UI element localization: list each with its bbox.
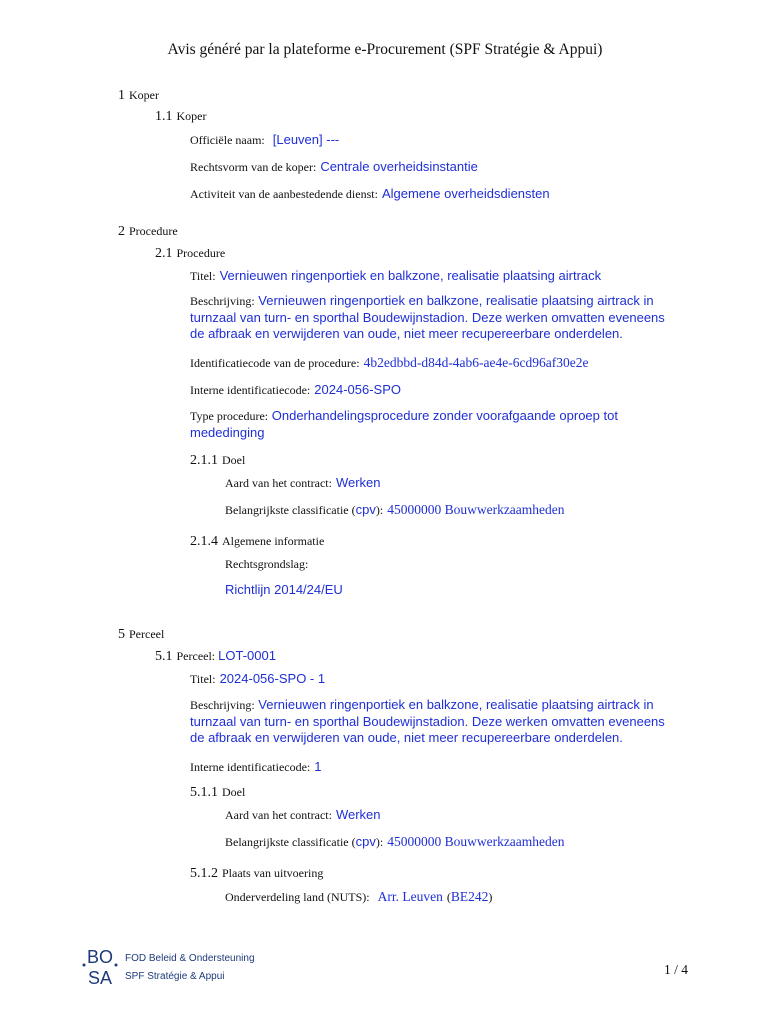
activity-row (190, 185, 550, 203)
subsection-number: 2.1.1 (190, 453, 218, 468)
logo-top-text: BO (86, 947, 114, 967)
procedure-description (190, 293, 670, 343)
classification-close: ): (375, 503, 384, 517)
section-1-heading (118, 88, 159, 104)
procedure-id-row (190, 354, 588, 372)
internal-id-label: Interne identificatiecode: (190, 383, 311, 397)
lot-title-value: 2024-056-SPO - 1 (219, 671, 326, 686)
legal-form-label: Rechtsvorm van de koper: (190, 160, 317, 174)
nuts-label: Onderverdeling land (NUTS): (225, 890, 370, 904)
lot-contract-type-row (225, 806, 381, 824)
subsection-label: Algemene informatie (222, 534, 325, 548)
lot-description (190, 697, 670, 747)
section-2-heading (118, 224, 178, 240)
subsection-5-1-heading (155, 648, 276, 665)
legal-basis-value: Richtlijn 2014/24/EU (225, 582, 343, 597)
org-name-nl: FOD Beleid & Ondersteuning (125, 953, 255, 964)
classification-label: Belangrijkste classificatie ( (225, 503, 356, 517)
official-name-row (190, 131, 339, 149)
subsection-2-1-4-heading (190, 534, 324, 550)
lot-title-label: Titel: (190, 672, 216, 686)
subsection-number: 5.1.2 (190, 866, 218, 881)
activity-label: Activiteit van de aanbestedende dienst: (190, 187, 378, 201)
subsection-label: Koper (176, 109, 207, 123)
bosa-logo-mark (82, 946, 118, 988)
lot-classification-row (225, 833, 565, 851)
subsection-number: 1.1 (155, 109, 173, 124)
lot-contract-type-label: Aard van het contract: (225, 808, 332, 822)
internal-id-value: 2024-056-SPO (314, 382, 402, 397)
lot-contract-type-value: Werken (335, 807, 381, 822)
bosa-logo (82, 946, 118, 993)
subsection-5-1-2-heading (190, 866, 323, 882)
procedure-title-label: Titel: (190, 269, 216, 283)
subsection-label: Perceel: (176, 649, 216, 663)
subsection-number: 5.1.1 (190, 785, 218, 800)
cpv-label: cpv (355, 502, 376, 517)
subsection-label: Doel (222, 785, 246, 799)
page-title: Avis généré par la plateforme e-Procurement (SPF Stratégie & Appui) (167, 41, 603, 58)
procedure-description-label: Beschrijving: (190, 294, 255, 308)
procedure-id-label: Identificatiecode van de procedure: (190, 356, 360, 370)
contract-type-label: Aard van het contract: (225, 476, 332, 490)
procedure-type (190, 408, 640, 441)
lot-cpv-label: cpv (355, 834, 376, 849)
section-number: 2 (118, 224, 125, 239)
subsection-number: 2.1 (155, 246, 173, 261)
section-label: Koper (129, 88, 159, 102)
lot-internal-id-label: Interne identificatiecode: (190, 760, 311, 774)
classification-value: 45000000 Bouwwerkzaamheden (387, 502, 565, 517)
lot-value: LOT-0001 (218, 648, 276, 663)
procedure-title-row (190, 267, 601, 285)
legal-form-value: Centrale overheidsinstantie (320, 159, 478, 174)
subsection-1-1-heading (155, 109, 207, 125)
lot-internal-id-row (190, 758, 322, 776)
subsection-2-1-1-heading (190, 453, 245, 469)
section-number: 1 (118, 88, 125, 103)
lot-classification-label: Belangrijkste classificatie ( (225, 835, 356, 849)
procedure-type-value: Onderhandelingsprocedure zonder voorafgaande oproep tot mededinging (190, 408, 618, 440)
section-5-heading (118, 627, 164, 643)
lot-internal-id-value: 1 (314, 759, 322, 774)
section-label: Procedure (129, 224, 178, 238)
nuts-code: BE242 (450, 889, 489, 904)
subsection-5-1-1-heading (190, 785, 245, 801)
nuts-close: ) (488, 890, 493, 904)
page-number: 1 / 4 (664, 962, 689, 977)
official-name-value: [Leuven] --- (272, 132, 340, 147)
logo-bottom-text: SA (87, 968, 113, 988)
internal-id-row (190, 381, 401, 399)
section-number: 5 (118, 627, 125, 642)
nuts-row (225, 888, 492, 906)
procedure-type-label: Type procedure: (190, 409, 269, 423)
procedure-description-value: Vernieuwen ringenportiek en balkzone, realisatie plaatsing airtrack in turnzaal van turn- en sporthal Boudewijnstadion. Deze werken omvatten eveneens de afbraak en verwijderen van oude, niet meer recupereerbare onderdelen. (190, 293, 665, 341)
lot-classification-close: ): (375, 835, 384, 849)
section-label: Perceel (129, 627, 165, 641)
subsection-number: 2.1.4 (190, 534, 218, 549)
activity-value: Algemene overheidsdiensten (381, 186, 550, 201)
lot-title-row (190, 670, 325, 688)
subsection-2-1-heading (155, 246, 225, 262)
nuts-value: Arr. Leuven (377, 889, 443, 904)
lot-description-value: Vernieuwen ringenportiek en balkzone, realisatie plaatsing airtrack in turnzaal van turn- en sporthal Boudewijnstadion. Deze werken omvatten eveneens de afbraak en verwijderen van oude, niet meer recupereerbare onderdelen. (190, 697, 665, 745)
lot-classification-value: 45000000 Bouwwerkzaamheden (387, 834, 565, 849)
legal-basis-label: Rechtsgrondslag: (225, 557, 309, 571)
subsection-label: Procedure (176, 246, 226, 260)
classification-row (225, 501, 565, 519)
subsection-label: Plaats van uitvoering (222, 866, 324, 880)
procedure-title-value: Vernieuwen ringenportiek en balkzone, realisatie plaatsing airtrack (219, 268, 602, 283)
legal-form-row (190, 158, 478, 176)
procedure-id-value: 4b2edbbd-d84d-4ab6-ae4e-6cd96af30e2e (363, 355, 589, 370)
lot-description-label: Beschrijving: (190, 698, 255, 712)
official-name-label: Officiële naam: (190, 133, 265, 147)
subsection-label: Doel (222, 453, 246, 467)
contract-type-value: Werken (335, 475, 381, 490)
contract-type-row (225, 474, 381, 492)
subsection-number: 5.1 (155, 649, 173, 664)
org-name-fr: SPF Stratégie & Appui (125, 971, 225, 982)
nuts-open: ( (446, 890, 451, 904)
